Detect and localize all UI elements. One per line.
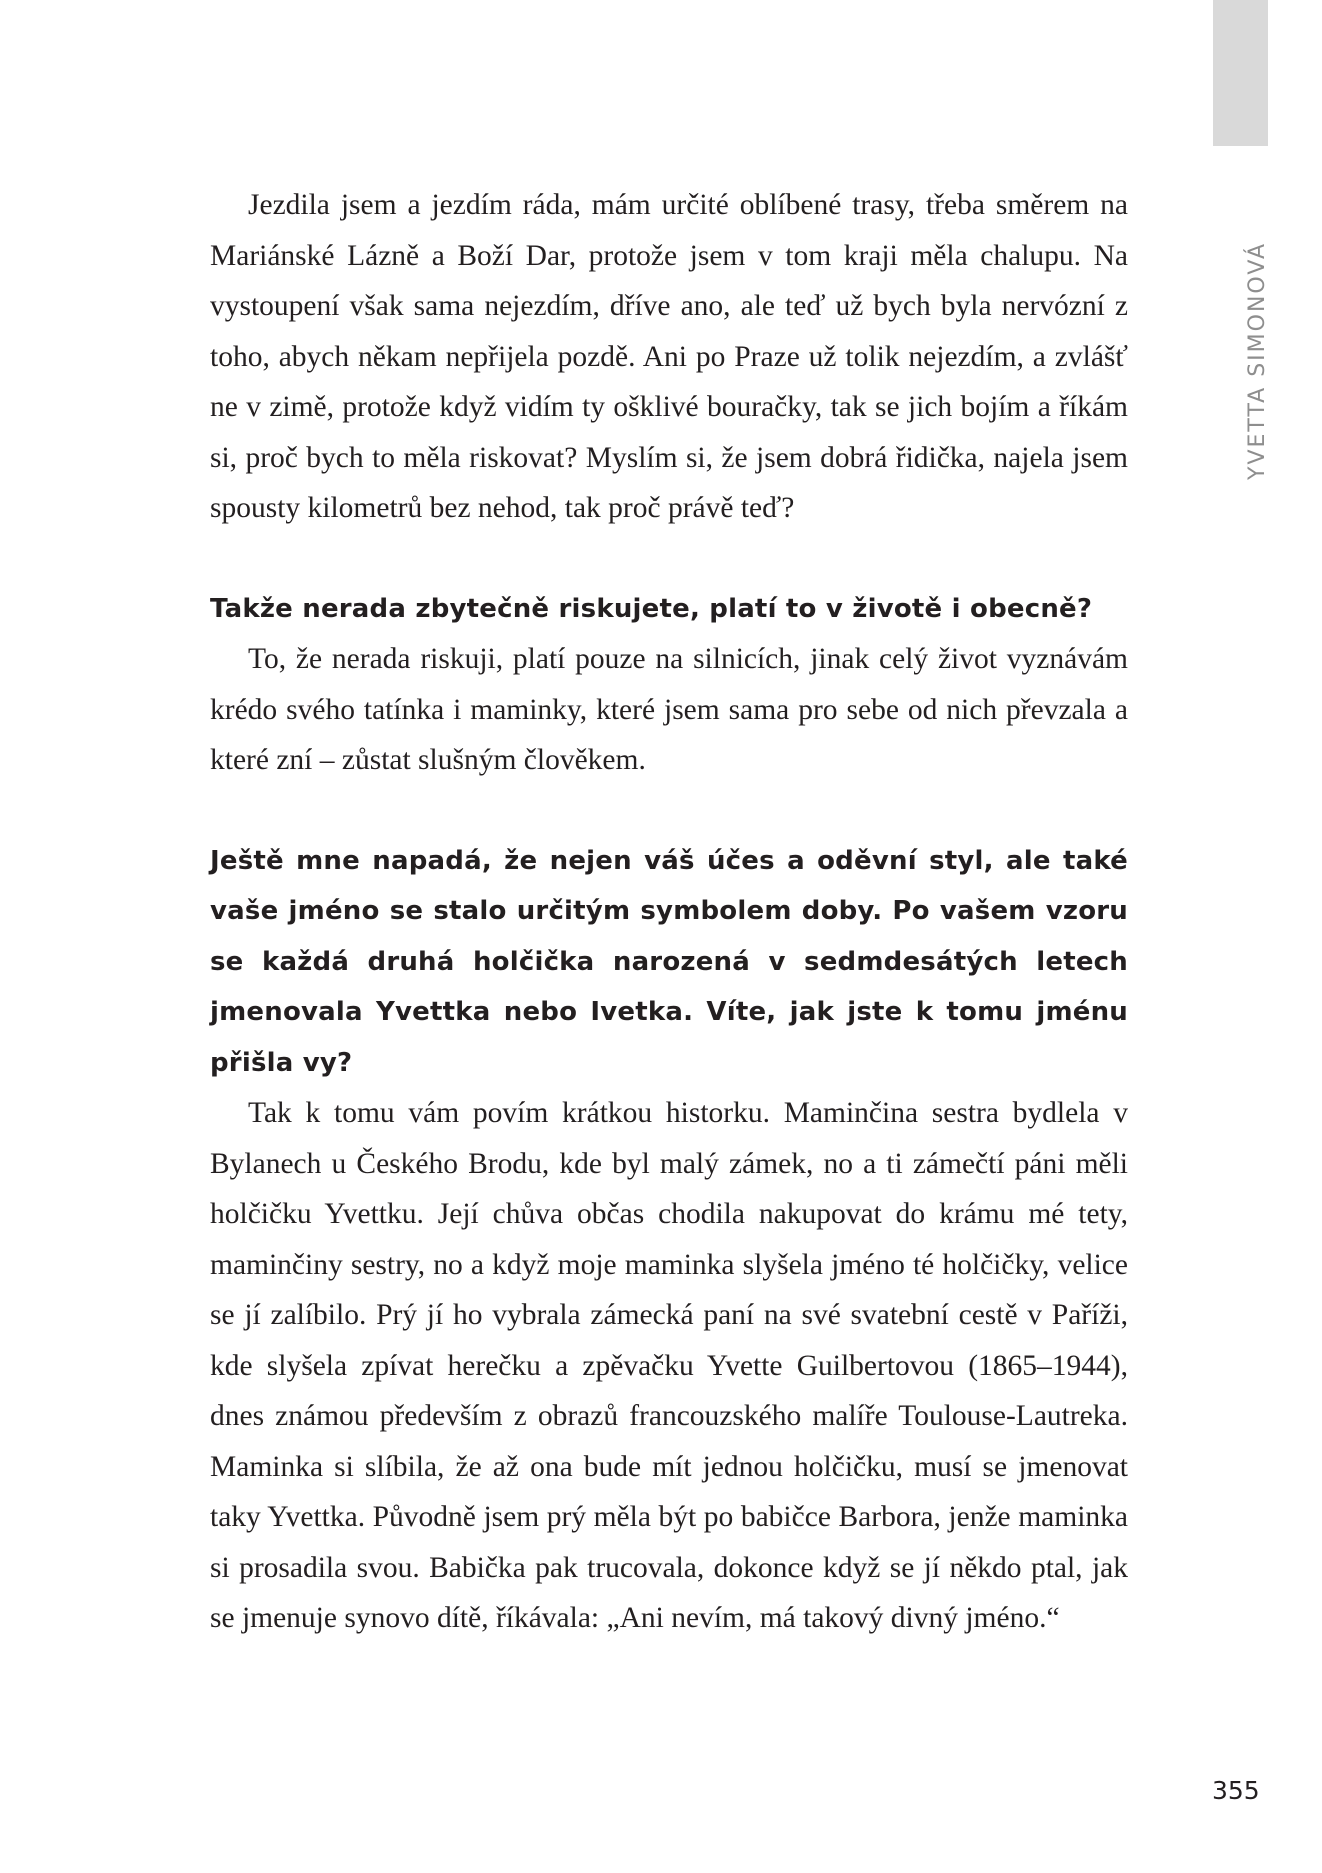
paragraph-answer-name: Tak k tomu vám povím krátkou historku. Maminčina sestra bydlela v Bylanech u Českého Brodu, kde byl malý zámek, no a ti zámečtí páni měli holčičku Yvettku. Její chůva občas chodila nakupovat do krámu mé tety, maminčiny sestry, no a když moje maminka slyšela jméno té holčičky, velice se jí zalíbilo. Prý jí ho vybrala zámecká paní na své svatební cestě v Paříži, kde slyšela zpívat herečku a zpěvačku Yvette Guilbertovou (1865–1944), dnes známou především z obrazů francouzského malíře Toulouse-Lautreka. Maminka si slíbila, že až ona bude mít jednou holčičku, musí se jmenovat taky Yvettka. Původně jsem prý měla být po babičce Barbora, jenže maminka si prosadila svou. Babička pak trucovala, dokonce když se jí někdo ptal, jak se jmenuje synovo dítě, říkávala: „Ani nevím, má takový divný jméno.“: [210, 1097, 1128, 1634]
paragraph-answer-risk: To, že nerada riskuji, platí pouze na silnicích, jinak celý život vyznávám krédo svého tatínka i maminky, které jsem sama pro sebe od nich převzala a které zní – zůstat slušným člověkem.: [210, 643, 1128, 776]
paragraph-driving: Jezdila jsem a jezdím ráda, mám určité oblíbené trasy, třeba směrem na Mariánské Lázně a Boží Dar, protože jsem v tom kraji měla chalupu. Na vystoupení však sama nejezdím, dříve ano, ale teď už bych byla nervózní z toho, abych někam nepřijela pozdě. Ani po Praze už tolik nejezdím, a zvlášť ne v zimě, protože když vidím ty ošklivé bouračky, tak se jich bojím a říkám si, proč bych to měla riskovat? Myslím si, že jsem dobrá řidička, najela jsem spousty kilometrů bez nehod, tak proč právě teď?: [210, 189, 1128, 524]
page-body: [210, 180, 1128, 1644]
running-head-author: YVETTA SIMONOVÁ: [1245, 241, 1270, 480]
interview-question-risk: Takže nerada zbytečně riskujete, platí to v životě i obecně?: [210, 593, 1093, 624]
interview-question-name: Ještě mne napadá, že nejen váš účes a oděvní styl, ale také vaše jméno se stalo určitým symbolem doby. Po vašem vzoru se každá druhá holčička narozená v sedmdesátých letech jmenovala Yvettka nebo Ivetka. Víte, jak jste k tomu jménu přišla vy?: [210, 845, 1128, 1078]
page-number: 355: [1212, 1776, 1260, 1805]
side-tab-marker: [1213, 0, 1268, 146]
